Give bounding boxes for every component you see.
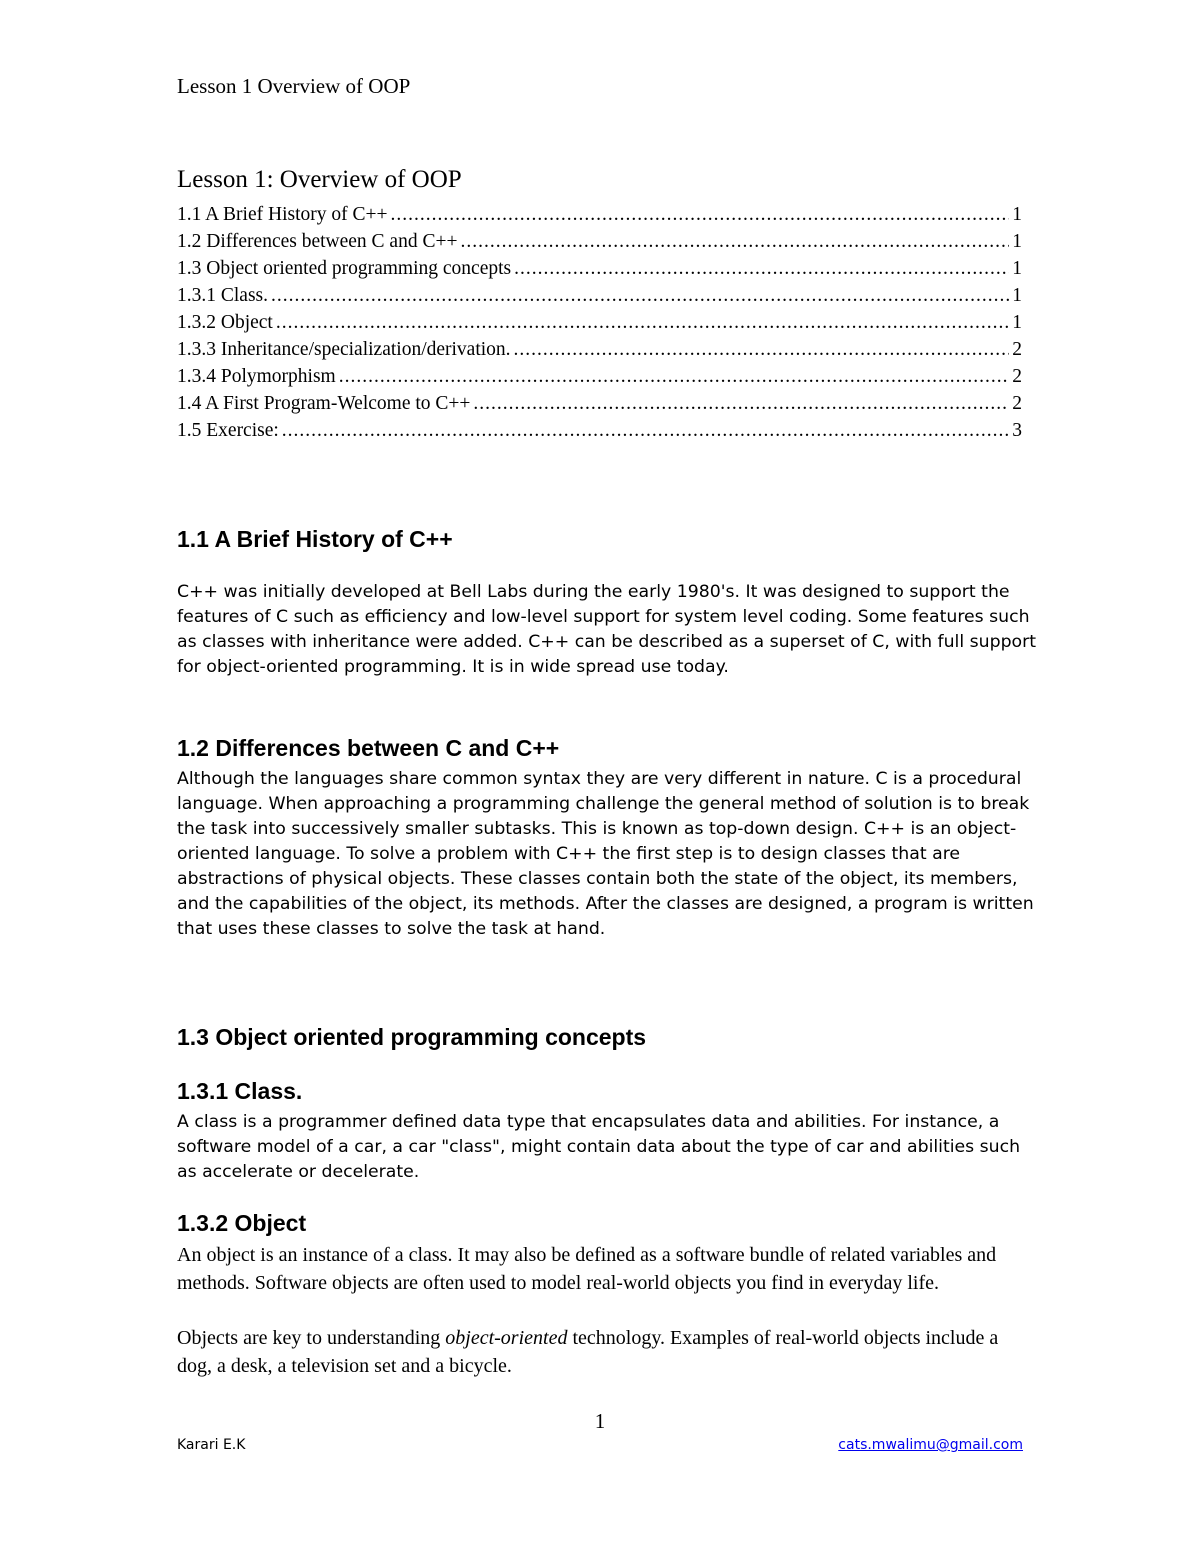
section-heading-1-3-1: 1.3.1 Class. — [177, 1078, 303, 1104]
section-body-1-3-1: A class is a programmer defined data type that encapsulates data and abilities. For instance, a software model of a car, a car "class", might contain data about the type of car and abilities such as accelerate or decelerate. — [177, 1112, 1021, 1182]
emphasis-term: object-oriented — [445, 1327, 568, 1349]
table-of-contents — [177, 204, 1022, 447]
section-heading-1-3: 1.3 Object oriented programming concepts — [177, 1024, 647, 1050]
section-heading-1-2: 1.2 Differences between C and C++ — [177, 735, 560, 761]
toc-entry[interactable]: 1.4 A First Program-Welcome to C++ ..... 2 — [177, 393, 1022, 420]
toc-entry[interactable]: 1.3.3 Inheritance/specialization/derivation. ..... 2 — [177, 339, 1022, 366]
toc-entry[interactable]: 1.3 Object oriented programming concepts ..... 1 — [177, 258, 1022, 285]
page-number: 1 — [594, 1409, 606, 1433]
toc-leader — [282, 420, 1009, 442]
toc-entry[interactable]: 1.3.1 Class. ..... 1 — [177, 285, 1022, 312]
running-header: Lesson 1 Overview of OOP — [177, 74, 411, 98]
footer-email-link[interactable]: cats.mwalimu@gmail.com — [838, 1437, 1023, 1453]
toc-entry[interactable]: 1.1 A Brief History of C++ ..... 1 — [177, 204, 1022, 231]
toc-entry[interactable]: 1.2 Differences between C and C++ ..... 1 — [177, 231, 1022, 258]
toc-heading: Lesson 1: Overview of OOP — [177, 166, 462, 193]
toc-leader — [460, 231, 1009, 253]
toc-entry[interactable]: 1.3.2 Object ..... 1 — [177, 312, 1022, 339]
toc-leader — [391, 204, 1010, 226]
toc-leader — [276, 312, 1009, 334]
toc-leader — [473, 393, 1009, 415]
section-heading-1-1: 1.1 A Brief History of C++ — [177, 526, 453, 552]
toc-entry[interactable]: 1.5 Exercise: ..... 3 — [177, 420, 1022, 447]
section-body-1-2: Although the languages share common syntax they are very different in nature. C is a procedural language. When approaching a programming challenge the general method of solution is to break the task into successively smaller subtasks. This is known as top-down design. C++ is an object-oriented language. To solve a problem with C++ the first step is to design classes that are abstractions of physical objects. These classes contain both the state of the object, its members, and the capabilities of the object, its methods. After the classes are designed, a program is written that uses these classes to solve the task at hand. — [177, 769, 1034, 939]
toc-entry[interactable]: 1.3.4 Polymorphism ..... 2 — [177, 366, 1022, 393]
toc-leader — [271, 285, 1009, 307]
toc-leader — [514, 339, 1010, 361]
section-body-1-3-2-continued: Objects are key to understanding object-oriented technology. Examples of real-world objects include a dog, a desk, a television set and a bicycle. — [177, 1327, 999, 1377]
footer-author: Karari E.K — [177, 1437, 246, 1453]
toc-leader — [339, 366, 1010, 388]
section-body-1-1: C++ was initially developed at Bell Labs during the early 1980's. It was designed to support the features of C such as efficiency and low-level support for system level coding. Some features such as classes with inheritance were added. C++ can be described as a superset of C, with full support for object-oriented programming. It is in wide spread use today. — [177, 582, 1036, 677]
section-body-1-3-2: An object is an instance of a class. It may also be defined as a software bundle of related variables and methods. Software objects are often used to model real-world objects you find in everyday life. — [177, 1244, 997, 1294]
section-heading-1-3-2: 1.3.2 Object — [177, 1210, 307, 1236]
toc-leader — [514, 258, 1009, 280]
